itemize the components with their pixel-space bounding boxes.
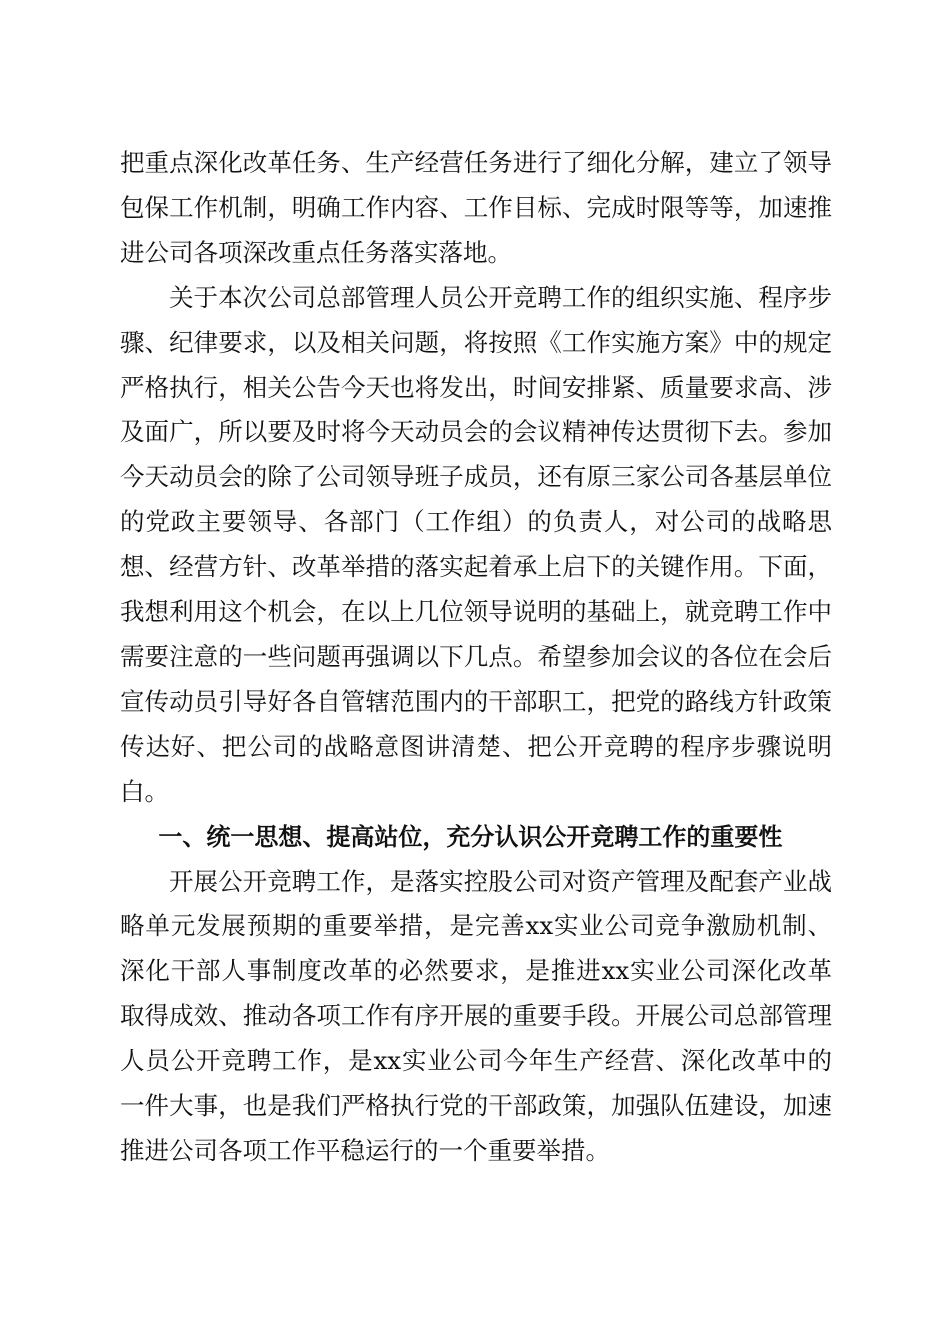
paragraph-recruitment-procedure: 关于本次公司总部管理人员公开竞聘工作的组织实施、程序步骤、纪律要求，以及相关问题，将按照《工作实施方案》中的规定严格执行，相关公告今天也将发出，时间安排紧、质量要求高、涉及面广，所以要及时将今天动员会的会议精神传达贯彻下去。参加今天动员会的除了公司领导班子成员，还有原三家公司各基层单位的党政主要领导、各部门（工作组）的负责人，对公司的战略思想、经营方针、改革举措的落实起着承上启下的关键作用。下面，我想利用这个机会，在以上几位领导说明的基础上，就竞聘工作中需要注意的一些问题再强调以下几点。希望参加会议的各位在会后宣传动员引导好各自管辖范围内的干部职工，把党的路线方针政策传达好、把公司的战略意图讲清楚、把公开竞聘的程序步骤说明白。: [120, 282, 832, 806]
paragraph-continuation: 把重点深化改革任务、生产经营任务进行了细化分解，建立了领导包保工作机制，明确工作内容、工作目标、完成时限等等，加速推进公司各项深改重点任务落实落地。: [120, 148, 832, 267]
document-body: [120, 141, 832, 1174]
paragraph-importance: 开展公开竞聘工作，是落实控股公司对资产管理及配套产业战略单元发展预期的重要举措，是完善xx实业公司竞争激励机制、深化干部人事制度改革的必然要求，是推进xx实业公司深化改革取得成效、推动各项工作有序开展的重要手段。开展公司总部管理人员公开竞聘工作，是xx实业公司今年生产经营、深化改革中的一件大事，也是我们严格执行党的干部政策，加强队伍建设，加速推进公司各项工作平稳运行的一个重要举措。: [120, 866, 832, 1165]
section-heading-1: 一、统一思想、提高站位，充分认识公开竞聘工作的重要性: [158, 822, 783, 851]
